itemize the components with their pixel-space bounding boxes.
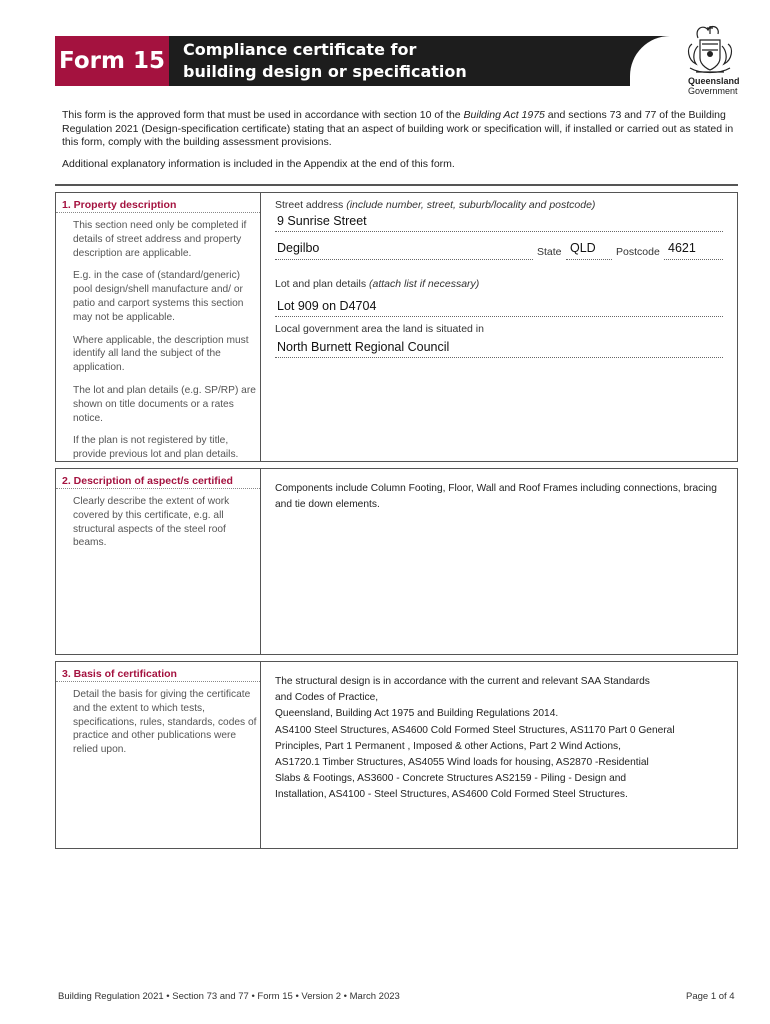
street-address-label <box>275 199 595 211</box>
intro-paragraph-1 <box>62 109 742 150</box>
gov-name-line1: Queensland <box>688 76 740 86</box>
suburb-field[interactable]: Degilbo <box>277 241 320 255</box>
section-1-title: 1. Property description <box>62 199 177 211</box>
state-field[interactable]: QLD <box>570 241 596 255</box>
form-title-line1: Compliance certificate for <box>183 40 417 59</box>
lga-label: Local government area the land is situated in <box>275 323 484 335</box>
form-number-tab: Form 15 <box>55 36 169 86</box>
section-2-guidance <box>56 469 261 654</box>
street-address-underline <box>275 231 723 233</box>
state-label: State <box>537 246 562 258</box>
intro-text <box>62 109 742 179</box>
intro-paragraph-2: Additional explanatory information is included in the Appendix at the end of this form. <box>62 157 455 170</box>
basis-line-4: AS4100 Steel Structures, AS4600 Cold Formed Steel Structures, AS1170 Part 0 General <box>275 724 675 736</box>
section-1-desc-2: E.g. in the case of (standard/generic) pool design/shell manufacture and/ or patio and carport systems this section may not be applicable. <box>73 270 244 323</box>
lot-plan-hint: (attach list if necessary) <box>369 278 480 290</box>
lga-underline <box>275 357 723 359</box>
section-property-description <box>55 192 738 462</box>
section-aspects-certified <box>55 468 738 655</box>
lga-field[interactable]: North Burnett Regional Council <box>277 340 450 354</box>
section-2-desc: Clearly describe the extent of work covered by this certificate, e.g. all structural aspects of the steel roof beams. <box>73 496 230 549</box>
street-address-label-text: Street address <box>275 199 347 211</box>
section-1-description <box>73 219 257 471</box>
top-divider <box>55 184 738 186</box>
state-underline <box>566 259 612 261</box>
form-title <box>183 39 467 83</box>
section-1-guidance <box>56 193 261 461</box>
basis-line-7: Slabs & Footings, AS3600 - Concrete Structures AS2159 - Piling - Design and <box>275 773 627 785</box>
section-basis-of-certification <box>55 661 738 849</box>
section-3-guidance <box>56 662 261 848</box>
form-title-line2: building design or specification <box>183 62 467 81</box>
lot-plan-field[interactable]: Lot 909 on D4704 <box>277 299 377 313</box>
lot-plan-underline <box>275 316 723 318</box>
street-address-field[interactable]: 9 Sunrise Street <box>277 214 367 228</box>
lot-plan-label-text: Lot and plan details <box>275 278 369 290</box>
intro-act-name: Building Act 1975 <box>463 109 545 121</box>
basis-line-3: Queensland, Building Act 1975 and Building Regulations 2014. <box>275 708 559 720</box>
section-3-desc: Detail the basis for giving the certificate and the extent to which tests, specifications, rules, standards, codes of practice and other publications were relied upon. <box>73 689 257 756</box>
aspects-certified-field[interactable]: Components include Column Footing, Floor, Wall and Roof Frames including connections, bracing and tie down elements. <box>275 483 717 511</box>
section-2-title-rule <box>56 488 260 490</box>
section-1-title-rule <box>56 212 260 214</box>
postcode-underline <box>664 259 723 261</box>
section-1-desc-5: If the plan is not registered by title, provide previous lot and plan details. <box>73 435 239 461</box>
queensland-crest-icon <box>680 20 740 82</box>
intro-p1-part-a: This form is the approved form that must be used in accordance with section 10 of the <box>62 109 464 121</box>
section-1-desc-3: Where applicable, the description must identify all land the subject of the application. <box>73 334 249 374</box>
section-2-title: 2. Description of aspect/s certified <box>62 475 233 487</box>
basis-line-8: Installation, AS4100 - Steel Structures, AS4600 Cold Formed Steel Structures. <box>275 789 628 801</box>
basis-line-5: Principles, Part 1 Permanent , Imposed & other Actions, Part 2 Wind Actions, <box>275 740 621 752</box>
basis-line-2: and Codes of Practice, <box>275 692 379 704</box>
lot-plan-label <box>275 278 479 290</box>
intro-p1-part-b: and sections 73 and 77 of the Building Regulation 2021 (Design-specification certificate) stating that an aspect of building work or specification will, if installed or carried out as stated in this form, comply with the building assessment provisions. <box>62 109 734 149</box>
section-3-description <box>73 688 257 766</box>
postcode-field[interactable]: 4621 <box>668 241 696 255</box>
page-number: Page 1 of 4 <box>686 991 735 1002</box>
basis-line-6: AS1720.1 Timber Structures, AS4055 Wind loads for housing, AS2870 -Residential <box>275 757 649 769</box>
basis-of-certification-field[interactable] <box>275 674 725 804</box>
section-2-description <box>73 495 257 559</box>
street-address-hint: (include number, street, suburb/locality and postcode) <box>346 199 596 211</box>
section-3-title-rule <box>56 681 260 683</box>
government-name <box>688 76 740 96</box>
section-1-desc-1: This section need only be completed if details of street address and property description are applicable. <box>73 220 247 259</box>
postcode-label: Postcode <box>616 246 660 258</box>
section-3-title: 3. Basis of certification <box>62 668 177 680</box>
suburb-underline <box>275 259 533 261</box>
basis-line-1: The structural design is in accordance with the current and relevant SAA Standards <box>275 676 650 687</box>
footer-reference: Building Regulation 2021 • Section 73 and 77 • Form 15 • Version 2 • March 2023 <box>58 991 400 1002</box>
section-1-desc-4: The lot and plan details (e.g. SP/RP) are shown on title documents or a rates notice. <box>73 384 256 424</box>
gov-name-line2: Government <box>688 86 738 96</box>
